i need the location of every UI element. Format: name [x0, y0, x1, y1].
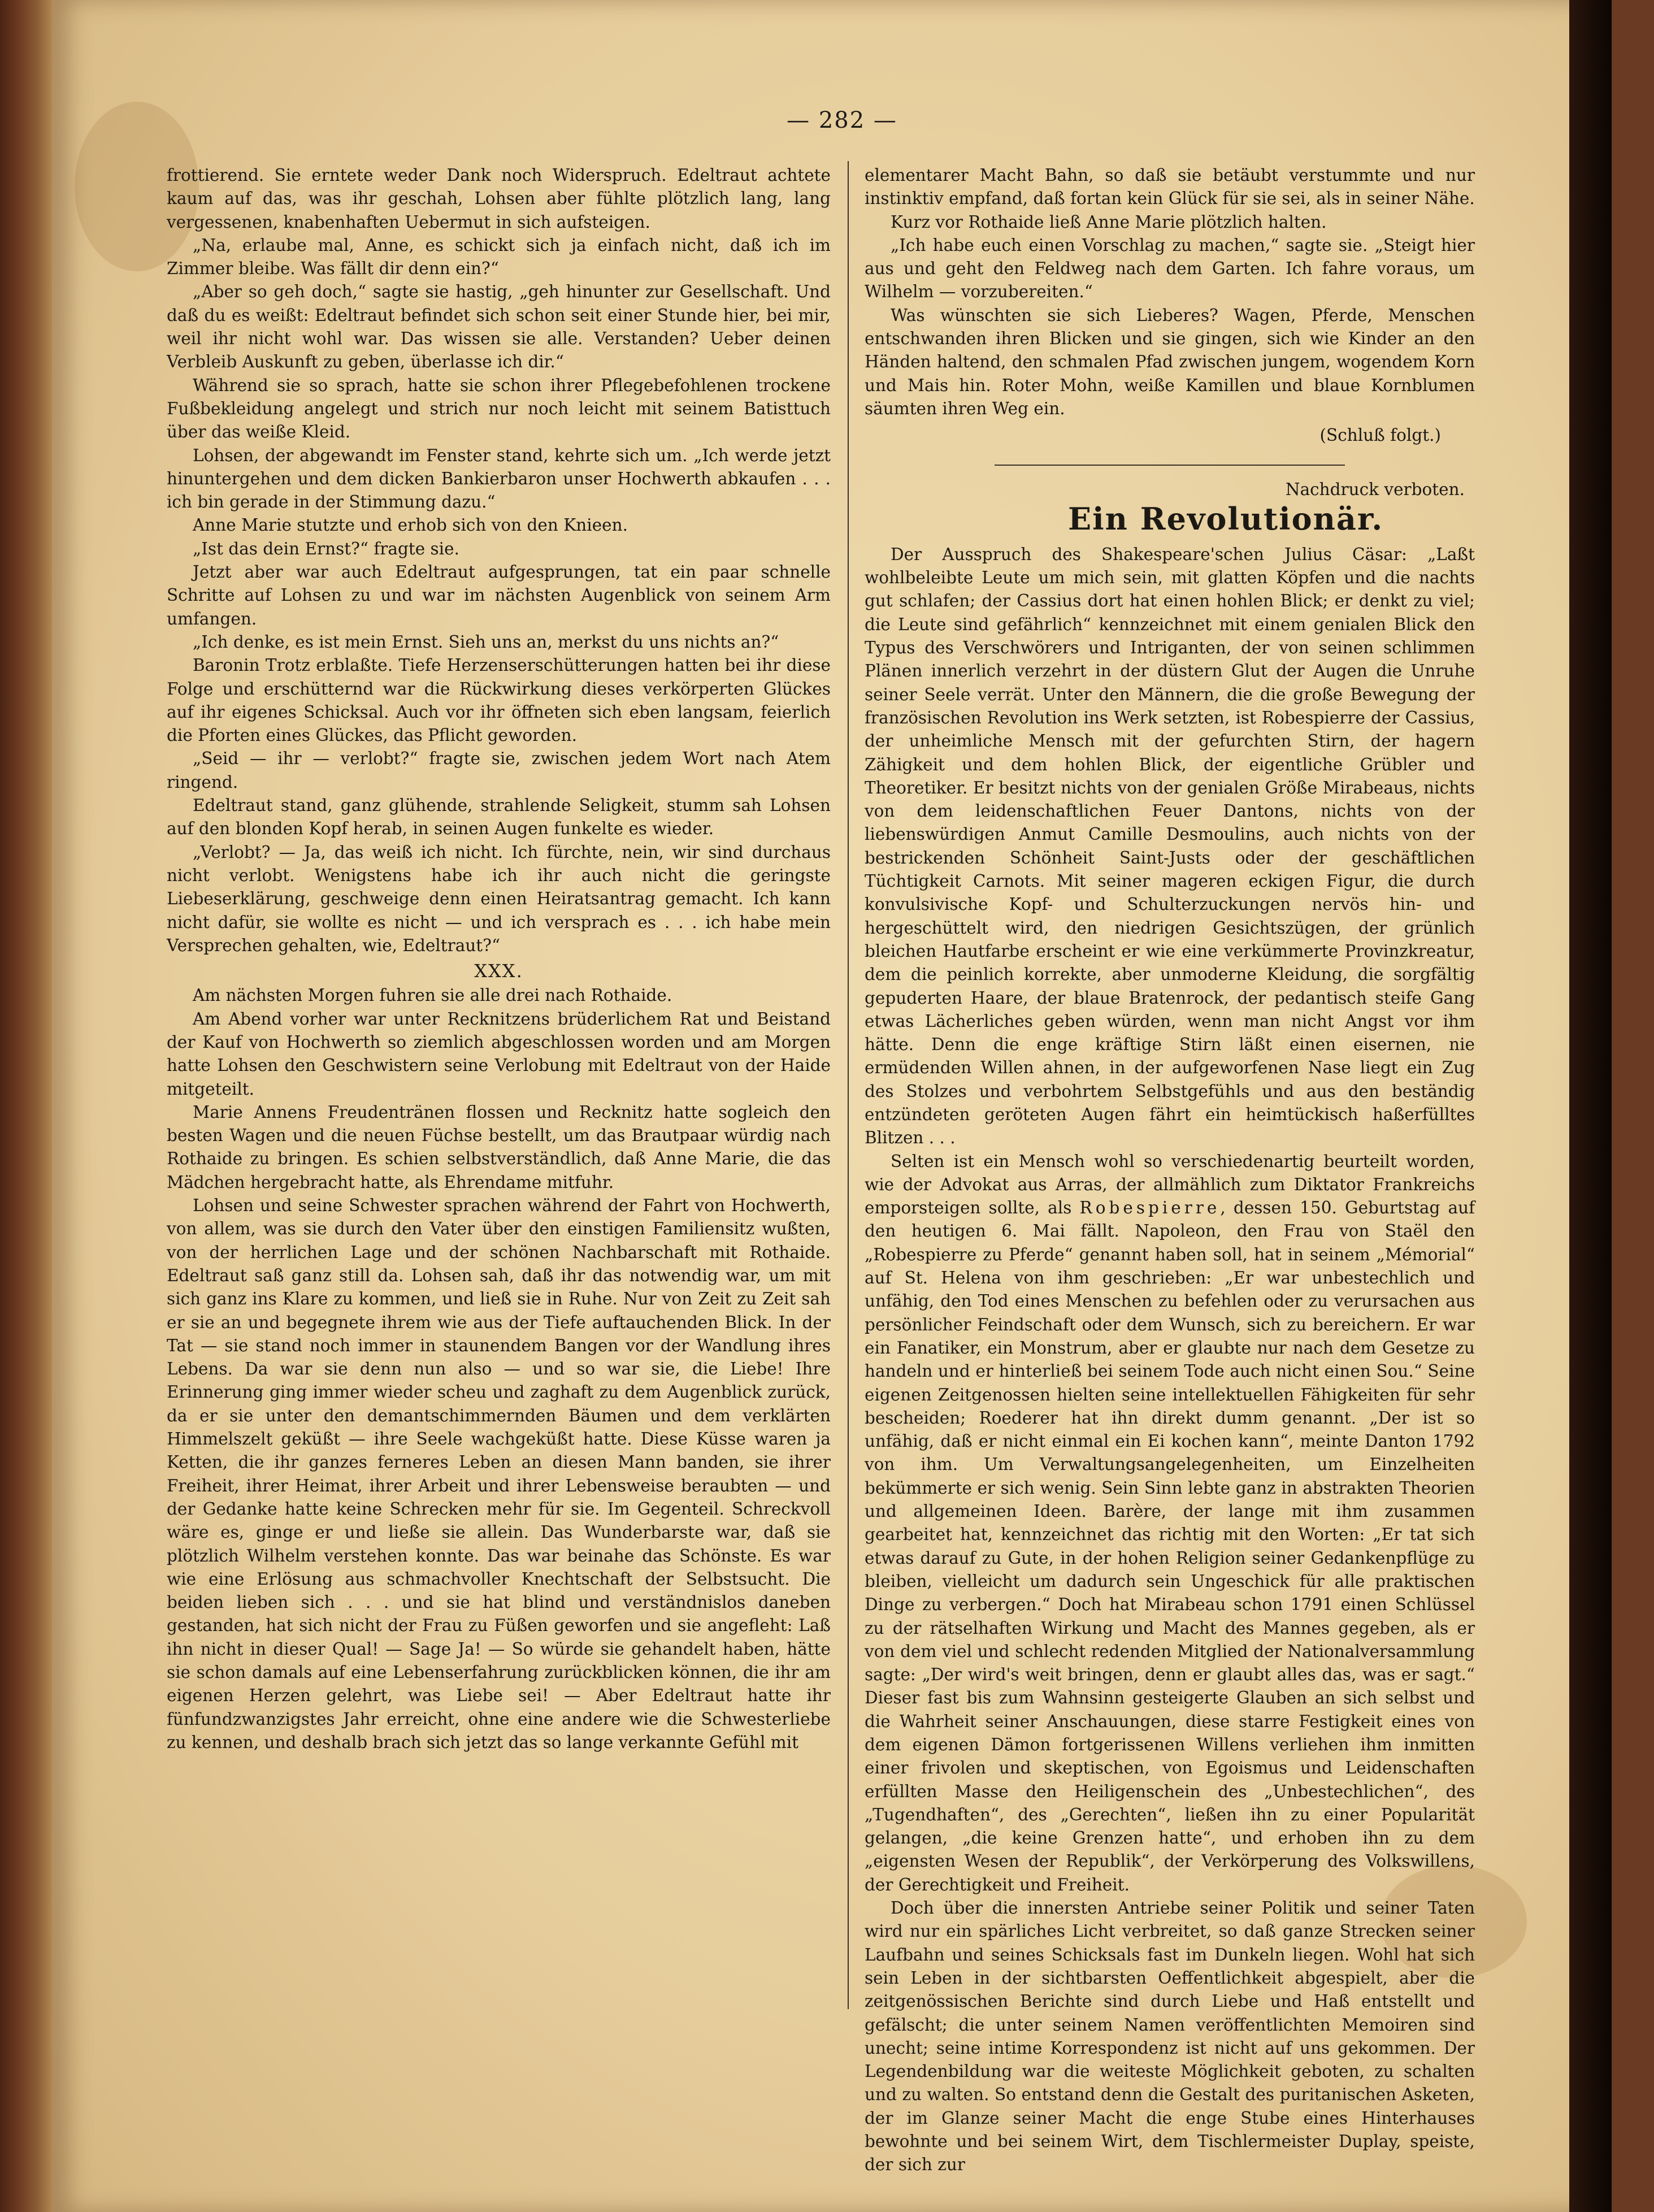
paragraph: Der Ausspruch des Shakespeare'schen Julius Cäsar: „Laßt wohlbeleibte Leute um mich sein, mit glatten Köpfen und die nachts gut schlafen; der Cassius dort hat einen hohlen Blick; er denkt zu viel; die Leute sind gefährlich“ kennzeichnet mit einem genialen Blick den Typus des Verschwörers und Intriganten, der von seinen schlimmen Plänen innerlich verzehrt in der düstern Glut der Augen die Unruhe seiner Seele verrät. Unter den Männern, die die große Bewegung der französischen Revolution ins Werk setzten, ist Robespierre der Cassius, der unheimliche Mensch mit der gefurchten Stirn, der hagern Zähigkeit und dem hohlen Blick, der eigentliche Grübler und Theoretiker. Er besitzt nichts von der genialen Größe Mirabeaus, nichts von dem leidenschaftlichen Feuer Dantons, nichts von der liebenswürdigen Anmut Camille Desmoulins, auch nichts von der bestrickenden Schönheit Saint-Justs oder der geschäftlichen Tüchtigkeit Carnots. Mit seiner mageren eckigen Figur, die durch konvulsivische Kopf- und Schulterzuckungen nervös hin- und hergeschüttelt wird, den niedrigen Gesichtszügen, der grünlich bleichen Hautfarbe erscheint er wie eine verkümmerte Provinzkreatur, dem die peinlich korrekte, aber unmoderne Kleidung, die sorgfältig gepuderten Haare, der blaue Bratenrock, der pedantisch steife Gang etwas Lächerliches geben würden, wenn man nicht Angst vor ihm hätte. Denn die enge kräftige Stirn läßt einen eisernen, nie ermüdenden Willen ahnen, in der aufgeworfenen Nase liegt ein Zug des Stolzes und verbohrtem Selbstgefühls und aus den beständig entzündeten geröteten Augen fährt ein heimtückisch haßerfülltes Blitzen . . . [865, 544, 1475, 1148]
page-edge-shadow [1569, 0, 1612, 2212]
section-rule [995, 465, 1345, 466]
reprint-notice: Nachdruck verboten. [1285, 479, 1465, 499]
left-column [167, 164, 831, 1754]
paragraph: Was wünschten sie sich Lieberes? Wagen, Pferde, Menschen entschwanden ihren Blicken und sie gingen, sich wie Kinder an den Händen haltend, den schmalen Pfad zwischen jungem, wogendem Korn und Mais hin. Roter Mohn, weiße Kamillen und blaue Kornblumen säumten ihren Weg ein. [865, 305, 1475, 418]
paragraph: Anne Marie stutzte und erhob sich von den Knieen. [193, 515, 628, 535]
book-binding [0, 0, 52, 2212]
paragraph: Während sie so sprach, hatte sie schon ihrer Pflegebefohlenen trockene Fußbekleidung angelegt und strich nur noch leicht mit seinem Batisttuch über das weiße Kleid. [167, 375, 831, 442]
paragraph: „Verlobt? — Ja, das weiß ich nicht. Ich fürchte, nein, wir sind durchaus nicht verlobt. Wenigstens habe ich ihr auch nicht die geringste Liebeserklärung, geschweige denn einen Heiratsantrag gemacht. Ich kann nicht dafür, sie wollte es nicht — und ich versprach es . . . ich habe mein Versprechen gehalten, wie, Edeltraut?“ [167, 842, 831, 955]
paragraph: Baronin Trotz erblaßte. Tiefe Herzenserschütterungen hatten bei ihr diese Folge und erschütternd war die Rückwirkung dieses verkörperten Glückes auf ihr eigenes Schicksal. Auch vor ihr öffneten sich eben langsam, feierlich die Pforten eines Glückes, das Pflicht geworden. [167, 656, 831, 745]
paragraph: Lohsen und seine Schwester sprachen während der Fahrt von Hochwerth, von allem, was sie durch den Vater über den einstigen Familiensitz wußten, von der herrlichen Lage und der schönen Nachbarschaft mit Rothaide. Edeltraut saß ganz still da. Lohsen sah, daß ihr das notwendig war, um mit sich ganz ins Klare zu kommen, und ließ sie in Ruhe. Nur von Zeit zu Zeit sah er sie an und begegnete ihrem wie aus der Tiefe auftauchenden Blick. In der Tat — sie stand noch immer in staunendem Bangen vor der Wandlung ihres Lebens. Da war sie denn nun also — und so war sie, die Liebe! Ihre Erinnerung ging immer wieder scheu und zaghaft zu dem Augenblick zurück, da er sie unter den demantschimmernden Bäumen und dem verklärten Himmelszelt geküßt — ihre Seele wachgeküßt hatte. Diese Küsse waren ja Ketten, die ihr ganzes ferneres Leben an diesen Mann banden, sie ihrer Freiheit, ihrer Heimat, ihrer Arbeit und ihrer Lebensweise beraubten — und der Gedanke hatte keine Schrecken mehr für sie. Im Gegenteil. Schreckvoll wäre es, ginge er und ließe sie allein. Das Wunderbarste war, daß sie plötzlich Wilhelm verstehen konnte. Das war beinahe das Schönste. Es war wie eine Erlösung aus schmachvoller Knechtschaft der Selbstsucht. Die beiden lieben sich . . . und sie hat blind und verständnislos daneben gestanden, hat sich nicht der Frau zu Füßen geworfen und sie angefleht: Laß ihn nicht in dieser Qual! — Sage Ja! — So würde sie gehandelt haben, hätte sie schon damals auf eine Lebenserfahrung zurückblicken können, die ihr am eigenen Herzen gelehrt, was Liebe sei! — Aber Edeltraut hatte ihr fünfundzwanzigstes Jahr erreicht, ohne eine andere wie die Schwesterliebe zu kennen, und deshalb brach sich jetzt das so lange verkannte Gefühl mit [167, 1196, 831, 1752]
paragraph: „Aber so geh doch,“ sagte sie hastig, „geh hinunter zur Gesellschaft. Und daß du es weißt: Edeltraut befindet sich schon seit einer Stunde hier, bei mir, weil ihr nicht wohl war. Das wissen sie alle. Verstanden? Ueber deinen Verbleib Auskunft zu geben, überlasse ich dir.“ [167, 282, 831, 372]
paragraph: Kurz vor Rothaide ließ Anne Marie plötzlich halten. [891, 212, 1327, 232]
paragraph: elementarer Macht Bahn, so daß sie betäubt verstummte und nur instinktiv empfand, daß fortan kein Glück für sie sei, als in seiner Nähe. [865, 166, 1475, 209]
paragraph: Doch über die innersten Antriebe seiner Politik und seiner Taten wird nur ein spärliches Licht verbreitet, so daß ganze Strecken seiner Laufbahn und seines Schicksals fast im Dunkeln liegen. Wohl hat sich sein Leben in der sichtbarsten Oeffentlichkeit abgespielt, aber die zeitgenössischen Berichte sind durch Liebe und Haß entstellt und gefälscht; die unter seinem Namen veröffentlichten Memoiren sind unecht; seine intime Korrespondenz ist nicht auf uns gekommen. Der Legendenbildung war die weiteste Möglichkeit geboten, zu schalten und zu walten. So entstand denn die Gestalt des puritanischen Asketen, der im Glanze seiner Macht die enge Stube eines Hinterhauses bewohnte und bei seinem Wirt, dem Tischlermeister Duplay, speiste, der sich zur [865, 1898, 1475, 2175]
paragraph: „Na, erlaube mal, Anne, es schickt sich ja einfach nicht, daß ich im Zimmer bleibe. Was fällt dir denn ein?“ [167, 235, 831, 279]
paragraph: „Ist das dein Ernst?“ fragte sie. [193, 539, 459, 558]
column-divider [848, 161, 849, 2009]
chapter-heading: XXX. [474, 960, 523, 982]
paragraph: Marie Annens Freudentränen flossen und Recknitz hatte sogleich den besten Wagen und die neuen Füchse bestellt, um das Brautpaar würdig nach Rothaide zu bringen. Es schien selbstverständlich, daß Anne Marie, die das Mädchen hergebracht hatte, als Ehrendame mitfuhr. [167, 1102, 831, 1192]
paragraph: Am nächsten Morgen fuhren sie alle drei nach Rothaide. [193, 986, 672, 1005]
paragraph [865, 1150, 1475, 1897]
paragraph: frottierend. Sie erntete weder Dank noch Widerspruch. Edeltraut achtete kaum auf das, was ihr geschah, Lohsen aber fühlte plötzlich lang, lang vergessenen, knabenhaften Uebermut in sich aufsteigen. [167, 166, 831, 232]
paragraph-text: Selten ist ein Mensch wohl so verschiedenartig beurteilt worden, wie der Advokat aus Arras, der allmählich zum Diktator Frankreichs emporsteigen sollte, als [865, 1151, 1475, 1218]
paragraph: Am Abend vorher war unter Recknitzens brüderlichem Rat und Beistand der Kauf von Hochwerth so ziemlich abgeschlossen worden und am Morgen hatte Lohsen den Geschwistern seine Verlobung mit Edeltraut von der Haide mitgeteilt. [167, 1009, 831, 1099]
paragraph: Jetzt aber war auch Edeltraut aufgesprungen, tat ein paar schnelle Schritte auf Lohsen zu und war im nächsten Augenblick von seinem Arm umfangen. [167, 562, 831, 628]
paragraph: Edeltraut stand, ganz glühende, strahlende Seligkeit, stumm sah Lohsen auf den blonden Kopf herab, in seinen Augen funkelte es wieder. [167, 796, 831, 839]
paragraph: „Ich denke, es ist mein Ernst. Sieh uns an, merkst du uns nichts an?“ [193, 632, 779, 652]
emphasized-name: Robespierre [1079, 1198, 1221, 1218]
paragraph: „Seid — ihr — verlobt?“ fragte sie, zwischen jedem Wort nach Atem ringend. [167, 749, 831, 792]
page-number: — 282 — [787, 107, 897, 133]
paragraph: „Ich habe euch einen Vorschlag zu machen,“ sagte sie. „Steigt hier aus und geht den Feldweg nach dem Garten. Ich fahre voraus, um Wilhelm — vorzubereiten.“ [865, 235, 1475, 302]
article-title: Ein Revolutionär. [1068, 500, 1384, 537]
paragraph-text: , dessen 150. Geburtstag auf den heutigen 6. Mai fällt. Napoleon, den Frau von Staël den „Robespierre zu Pferde“ genannt haben soll, hat in seinem „Mémorial“ auf St. Helena von ihm geschrieben: „Er war unbestechlich und unfähig, den Tod eines Menschen zu befehlen oder zu verursachen aus persönlicher Feindschaft oder dem Wunsch, sich zu bereichern. Er war ein Fanatiker, ein Monstrum, aber er glaubte nur nach dem Gesetze zu handeln und er hinterließ bei seinem Tode auch nicht einen Sou.“ Seine eigenen Zeitgenossen hielten seine intellektuellen Fähigkeiten für sehr bescheiden; Roederer hat ihn direkt dumm genannt. „Der ist so unfähig, daß er nicht einmal ein Ei kochen kann“, meinte Danton 1792 von ihm. Um Verwaltungsangelegenheiten, um Einzelheiten bekümmerte er sich wenig. Sein Sinn lebte ganz in abstrakten Theorien und allgemeinen Ideen. Barère, der lange mit ihm zusammen gearbeitet hat, kennzeichnet das richtig mit den Worten: „Er tat sich etwas darauf zu Gute, in der hohen Religion seiner Gedankenpflüge zu bleiben, vielleicht um dadurch sein Ungeschick für alle praktischen Dinge zu verbergen.“ Doch hat Mirabeau schon 1791 einen Schlüssel zu der rätselhaften Wirkung und Macht des Mannes gegeben, als er von dem viel und schlecht redenden Mitglied der Nationalversammlung sagte: „Der wird's weit bringen, denn er glaubt alles das, was er sagt.“ Dieser fast bis zum Wahnsinn gesteigerte Glauben an sich selbst und die Wahrheit seiner Anschauungen, diese starre Festigkeit eines von dem eigenen Dämon fortgerissenen Willens verliehen ihm inmitten einer frivolen und skeptischen, von Egoismus und Leidenschaften erfüllten Masse den Heiligenschein des „Unbestechlichen“, des „Tugendhaften“, des „Gerechten“, ließen ihn zu einer Popularität gelangen, „die keine Grenzen hatte“, und erhoben ihn zu dem „eigensten Wesen der Republik“, der Verkörperung des Volkswillens, der Gerechtigkeit und Freiheit. [865, 1198, 1475, 1894]
paragraph: Lohsen, der abgewandt im Fenster stand, kehrte sich um. „Ich werde jetzt hinuntergehen und dem dicken Bankierbaron unser Hochwerth abkaufen . . . ich bin gerade in der Stimmung dazu.“ [167, 445, 831, 512]
right-column [865, 164, 1475, 2177]
to-be-continued: (Schluß folgt.) [1319, 426, 1441, 445]
